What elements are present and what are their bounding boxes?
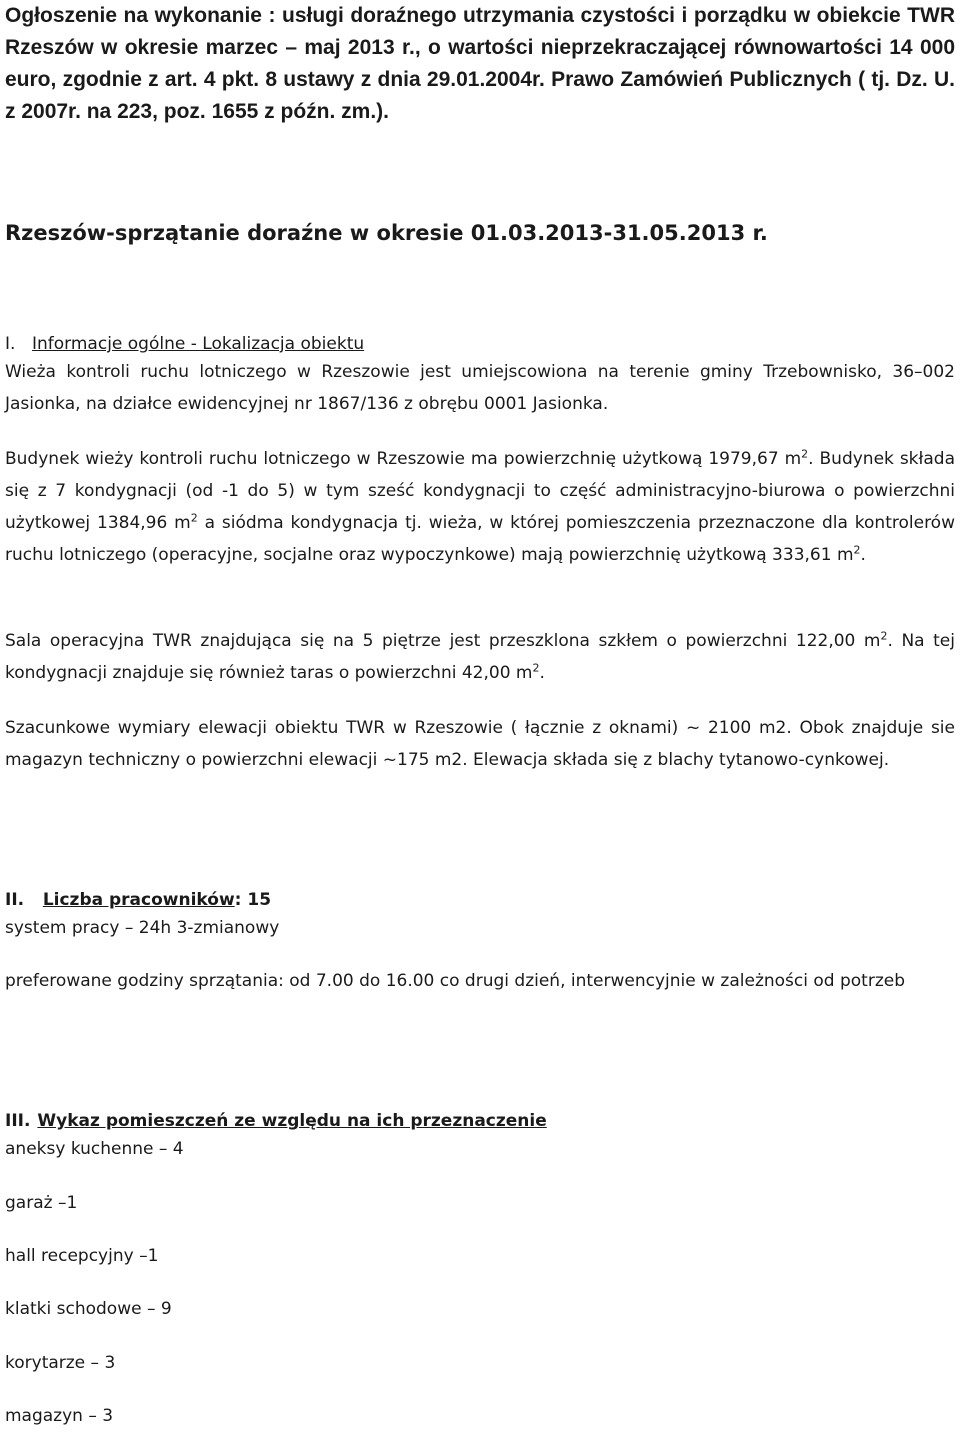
room-list-item: aneksy kuchenne – 4 — [5, 1139, 184, 1159]
section-2-title: Liczba pracowników — [42, 890, 235, 910]
section-2-work-system: system pracy – 24h 3-zmianowy — [5, 918, 280, 938]
document-subtitle: Rzeszów-sprzątanie doraźne w okresie 01.03.2013-31.05.2013 r. — [5, 221, 768, 245]
area-text-c: a siódma kondygnacja tj. wieża, w której pomieszczenia przeznaczone dla kontrolerów ruchu lotniczego (operacyjne, socjalne oraz wypoczynkowe) mają powierzchnię użytkową 333,61 m — [5, 513, 955, 565]
area-sup-3: 2 — [853, 543, 861, 557]
section-2-value: : 15 — [234, 890, 272, 910]
room-list-item: korytarze – 3 — [5, 1353, 116, 1373]
area-text-d: . — [860, 545, 866, 565]
section-1-title: Informacje ogólne - Lokalizacja obiektu — [32, 334, 365, 354]
ops-text-c: . — [539, 663, 545, 683]
section-3-title: Wykaz pomieszczeń ze względu na ich przeznaczenie — [37, 1111, 547, 1131]
room-list-item: magazyn – 3 — [5, 1406, 114, 1426]
document-heading: Ogłoszenie na wykonanie : usługi doraźnego utrzymania czystości i porządku w obiekcie TWR Rzeszów w okresie marzec – maj 2013 r., o wartości nieprzekraczającej równowartości 14 000 euro, zgodnie z art. 4 pkt. 8 ustawy z dnia 29.01.2004r. Prawo Zamówień Publicznych ( tj. Dz. U. z 2007r. na 223, poz. 1655 z późn. zm.). — [5, 4, 955, 123]
room-list-item: garaż –1 — [5, 1193, 78, 1213]
area-text-b: . Budynek składa się z 7 kondygnacji (od -1 do 5) w tym sześć kondygnacji to część administracyjno-biurowa o powierzchni użytkowej 1384,96 m — [5, 449, 955, 533]
ops-sup-2: 2 — [532, 661, 540, 675]
section-1-paragraph-operations-room — [5, 625, 955, 689]
ops-text-a: Sala operacyjna TWR znajdująca się na 5 piętrze jest przeszklona szkłem o powierzchni 122,00 m — [5, 631, 881, 651]
section-1-paragraph-area — [5, 443, 955, 571]
room-list-item: klatki schodowe – 9 — [5, 1299, 172, 1319]
area-sup-2: 2 — [190, 511, 198, 525]
section-2-number: II. — [5, 890, 25, 910]
section-2-cleaning-hours: preferowane godziny sprzątania: od 7.00 do 16.00 co drugi dzień, interwencyjnie w zależności od potrzeb — [5, 971, 905, 991]
ops-text-b: . Na tej kondygnacji znajduje się również taras o powierzchni 42,00 m — [5, 631, 955, 683]
area-sup-1: 2 — [801, 447, 809, 461]
section-1-number: I. — [5, 334, 16, 354]
section-1-paragraph-facade: Szacunkowe wymiary elewacji obiektu TWR w Rzeszowie ( łącznie z oknami) ~ 2100 m2. Obok znajduje sie magazyn techniczny o powierzchni elewacji ~175 m2. Elewacja składa się z blachy tytanowo-cynkowej. — [5, 718, 955, 770]
room-list-item: hall recepcyjny –1 — [5, 1246, 159, 1266]
section-1-paragraph-location: Wieża kontroli ruchu lotniczego w Rzeszowie jest umiejscowiona na terenie gminy Trzebownisko, 36–002 Jasionka, na działce ewidencyjnej nr 1867/136 z obrębu 0001 Jasionka. — [5, 362, 955, 414]
ops-sup-1: 2 — [880, 629, 888, 643]
section-3-number: III. — [5, 1111, 31, 1131]
area-text-a: Budynek wieży kontroli ruchu lotniczego w Rzeszowie ma powierzchnię użytkową 1979,67 m — [5, 449, 802, 469]
